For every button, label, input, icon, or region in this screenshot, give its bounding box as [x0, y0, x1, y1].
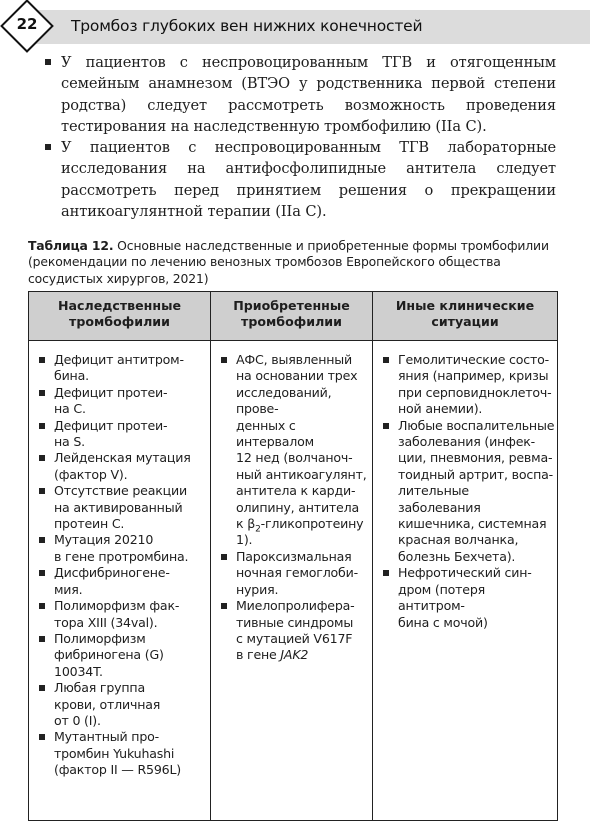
inherited-list [39, 352, 205, 779]
header-inherited: Наследственные тромбофилии [57, 298, 182, 329]
square-bullet-icon [39, 455, 45, 461]
recommendation-item [44, 137, 556, 222]
square-bullet-icon [221, 554, 227, 560]
list-item: Полиморфизм фак- тора XIII (34val). [39, 598, 205, 631]
square-bullet-icon [39, 357, 45, 363]
list-item: Нефротический син- дром (потеря антитром- бина с мочой) [383, 565, 555, 631]
list-item: Любая группа крови, отличная от 0 (I). [39, 680, 205, 729]
thrombophilia-table [28, 291, 558, 821]
table-caption-text: Основные наследственные и приобретенные формы тромбофилии (рекомендации по лечению венозных тромбозов Европейского общества сосудистых хирургов, 2021) [28, 238, 549, 286]
square-bullet-icon [39, 685, 45, 691]
list-item: Отсутствие реакции на активированный протеин C. [39, 483, 205, 532]
list-item: Дефицит протеи- на S. [39, 418, 205, 451]
recommendation-text: У пациентов с неспровоцированным ТГВ и отягощенным семейным анамнезом (ВТЭО у родственника первой степени родства) следует рассмотреть возможность проведения тестирования на наследственную тромбофилию (IIa C). [61, 54, 556, 135]
other-situations-list [383, 352, 555, 631]
list-item: Полиморфизм фибриногена (G) 10034T. [39, 631, 205, 680]
running-header [0, 0, 590, 58]
list-item: АФС, выявленный на основании трех исследований, прове- денных с интервалом 12 нед (волчаноч- ный антикоагулянт, антитела к карди- олипину, антитела к $\beta_2$-гликопротеину 1). [221, 352, 371, 549]
header-acquired: Приобретенные тромбофилии [233, 298, 350, 329]
list-item: Гемолитические состо- яния (например, кризы при серповидноклеточ- ной анемии). [383, 352, 555, 418]
list-item: Мутантный про- тромбин Yukuhashi (фактор II — R596L) [39, 729, 205, 778]
page-number: 22 [16, 15, 38, 33]
list-item: Дефицит антитром- бина. [39, 352, 205, 385]
column-divider [210, 292, 211, 820]
square-bullet-icon [39, 734, 45, 740]
square-bullet-icon [45, 144, 51, 150]
square-bullet-icon [39, 636, 45, 642]
table-caption [28, 238, 558, 287]
recommendation-item [44, 52, 556, 137]
square-bullet-icon [39, 570, 45, 576]
recommendation-list [44, 52, 556, 222]
square-bullet-icon [221, 357, 227, 363]
square-bullet-icon [39, 603, 45, 609]
square-bullet-icon [45, 59, 51, 65]
list-item: Мутация 20210 в гене протромбина. [39, 532, 205, 565]
header-other: Иные клинические ситуации [395, 298, 535, 329]
square-bullet-icon [221, 603, 227, 609]
square-bullet-icon [39, 423, 45, 429]
recommendation-text: У пациентов с неспровоцированным ТГВ лабораторные исследования на антифосфолипидные антитела следует рассмотреть перед принятием решения о прекращении антикоагулянтной терапии (IIa C). [61, 139, 556, 221]
chapter-title: Тромбоз глубоких вен нижних конечностей [71, 17, 423, 35]
list-item: Дефицит протеи- на C. [39, 385, 205, 418]
list-item: Пароксизмальная ночная гемоглоби- нурия. [221, 549, 371, 598]
column-divider [372, 292, 373, 820]
square-bullet-icon [383, 357, 389, 363]
square-bullet-icon [383, 570, 389, 576]
acquired-list [221, 352, 371, 664]
list-item: Миелопролифера- тивные синдромы с мутацией V617F в гене JAK2 [221, 598, 371, 664]
square-bullet-icon [39, 488, 45, 494]
list-item: Дисфибриногене- мия. [39, 565, 205, 598]
list-item: Любые воспалительные заболевания (инфек- ции, пневмония, ревма- тоидный артрит, воспа- лительные заболевания кишечника, системная красная волчанка, болезнь Бехчета). [383, 418, 555, 566]
list-item: Лейденская мутация (фактор V). [39, 450, 205, 483]
square-bullet-icon [39, 390, 45, 396]
square-bullet-icon [39, 537, 45, 543]
square-bullet-icon [383, 423, 389, 429]
table-caption-label: Таблица 12. [28, 238, 114, 253]
